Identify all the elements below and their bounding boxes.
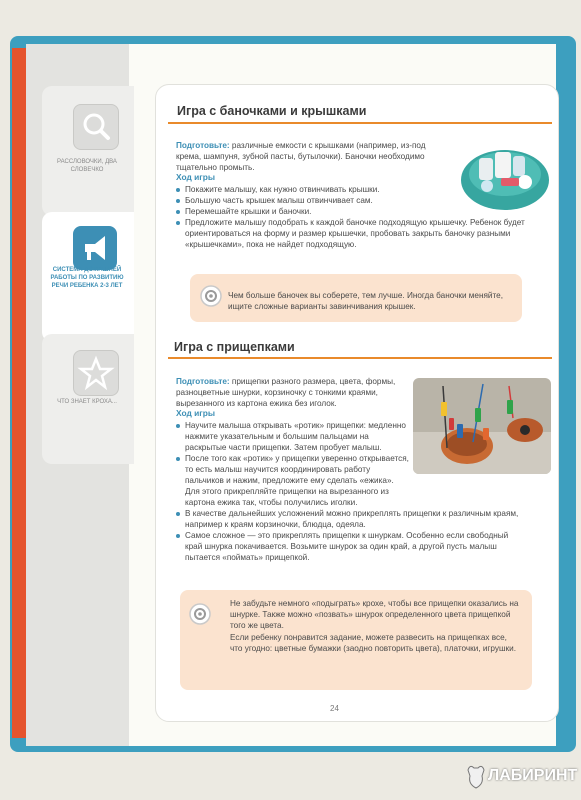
title-underline bbox=[168, 122, 552, 124]
tip-text: Если ребенку понравится задание, можете развесить на прищепках все, что угодно: цветные бумажки (заодно повторить цвета), платочки, игрушки. bbox=[230, 633, 516, 653]
prep-label: Подготовьте: bbox=[176, 377, 230, 386]
list-item: Предложите малышу подобрать к каждой баночке подходящую крышечку. Ребенок будет ориентироваться на форму и размер крышечки, пробовать закрыть баночку разными «крышечками», пока не найдет подходящую. bbox=[176, 217, 525, 250]
prep-text: прищепки разного размера, цвета, формы, разноцветные шнурки, корзиночку с тонкими краями, вырезанного из картона ежика без иголок. bbox=[176, 377, 396, 408]
tip-text: Чем больше баночек вы соберете, тем лучше. Иногда баночки меняйте, ищите сложные варианты завинчивания крышек. bbox=[228, 291, 503, 311]
list-item: Самое сложное — это прикреплять прищепки к шнуркам. Особенно если свободный край шнурка покачивается. Возьмите шнурок за один край, а другой пусть малыш пытается «поймать» прищепкой. bbox=[176, 530, 523, 563]
list-item: Покажите малышу, как нужно отвинчивать крышки. bbox=[176, 184, 452, 195]
brand-logo bbox=[464, 762, 578, 792]
horn-icon bbox=[73, 226, 117, 270]
star-icon bbox=[73, 350, 119, 396]
sidebar-tab-label: ЧТО ЗНАЕТ КРОХА... bbox=[57, 399, 117, 405]
jars-photo bbox=[455, 134, 551, 216]
steps-header: Ход игры bbox=[176, 172, 216, 182]
section-title-clothespins: Игра с прищепками bbox=[174, 340, 295, 354]
steps-list bbox=[176, 420, 519, 563]
tip-text: Не забудьте немного «подыграть» крохе, чтобы все прищепки оказались на шнурке. Также можно «позвать» шнурок определенного цвета прищепкой того же цвета. bbox=[230, 599, 519, 630]
list-item: Большую часть крышек малыш отвинчивает сам. bbox=[176, 195, 452, 206]
brand-logo-text: ЛАБИРИНТ bbox=[488, 767, 578, 784]
prep-text: различные емкости с крышками (например, из-под крема, шампуня, зубной пасты, бутылочки). Баночки необходимо тщательно промыть. bbox=[176, 141, 426, 172]
minotaur-icon bbox=[464, 762, 488, 792]
sidebar-tab-label: РАССЛОВОЧКИ, ДВА СЛОВЕЧКО bbox=[57, 159, 117, 173]
section-title-jars: Игра с баночками и крышками bbox=[177, 104, 367, 118]
prep-paragraph bbox=[176, 140, 452, 173]
prep-paragraph bbox=[176, 376, 408, 409]
list-item: После того как «ротик» у прищепки уверенно открывается, то есть малыш научится координировать работу пальчиков и нажим, предложите ему сделать «ежика». Для этого прикрепляйте прищепки на вырезанного из картона ежика так, чтобы получились иголки. bbox=[176, 453, 410, 508]
title-underline bbox=[168, 357, 552, 359]
list-item: В качестве дальнейших усложнений можно прикреплять прищепки к различным краям, например к краям корзиночки, блюдца, одеяла. bbox=[176, 508, 523, 530]
steps-header: Ход игры bbox=[176, 408, 216, 418]
magnifier-icon bbox=[73, 104, 119, 150]
page-number: 24 bbox=[330, 704, 339, 713]
gear-icon bbox=[188, 602, 212, 631]
list-item: Перемешайте крышки и баночки. bbox=[176, 206, 452, 217]
sidebar-tab-label-active: СИСТЕМА ДОМАШНЕЙ РАБОТЫ ПО РАЗВИТИЮ РЕЧИ РЕБЕНКА 2-3 ЛЕТ bbox=[50, 267, 124, 289]
gear-icon bbox=[199, 284, 223, 313]
list-item: Научите малыша открывать «ротик» прищепки: медленно нажмите указательным и большим пальцами на раскрытые части прищепки. Затем пробует малыш. bbox=[176, 420, 410, 453]
clothespins-photo bbox=[413, 378, 551, 474]
sidebar-tab-sounds[interactable] bbox=[42, 86, 134, 216]
steps-list bbox=[176, 184, 525, 250]
prep-label: Подготовьте: bbox=[176, 141, 230, 150]
